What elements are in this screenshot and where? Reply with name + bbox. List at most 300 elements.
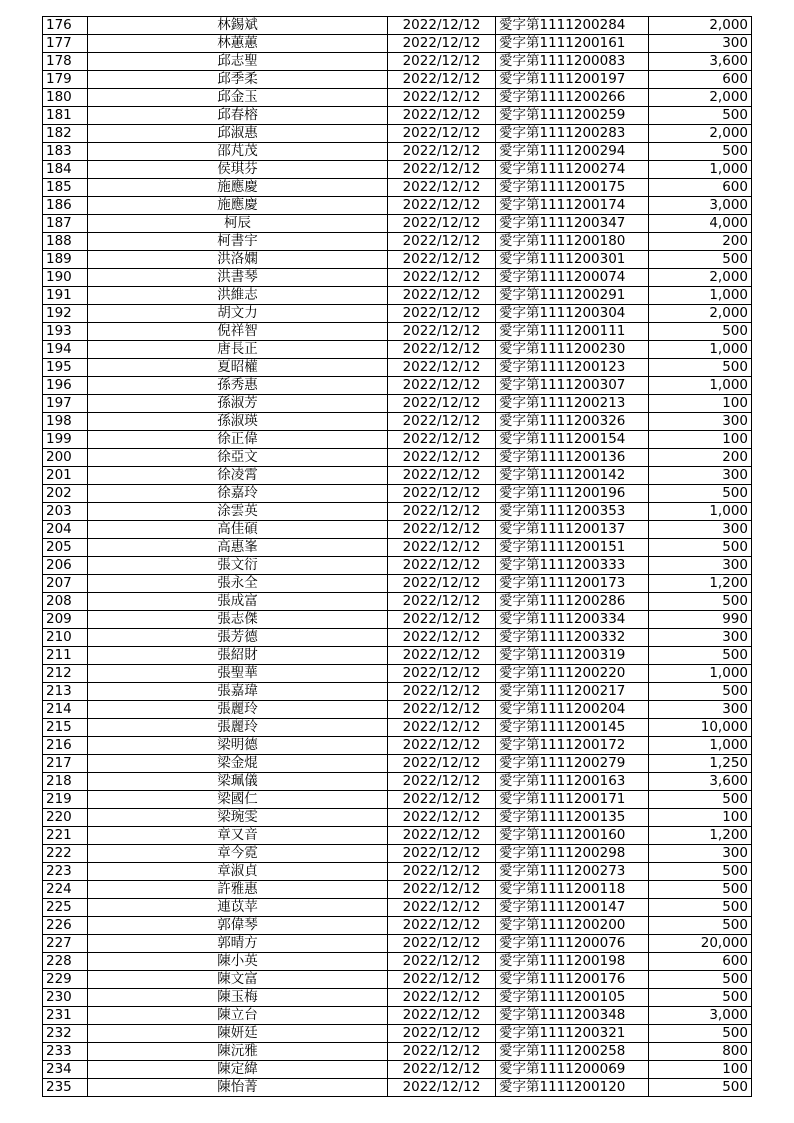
receipt-number-cell: 愛字第1111200083 <box>496 53 649 71</box>
receipt-number-cell: 愛字第1111200304 <box>496 305 649 323</box>
donation-date-cell: 2022/12/12 <box>388 683 496 701</box>
table-row <box>43 827 752 845</box>
row-number-cell: 190 <box>43 269 88 287</box>
table-row <box>43 701 752 719</box>
receipt-number-cell: 愛字第1111200147 <box>496 899 649 917</box>
table-row <box>43 377 752 395</box>
row-number-cell: 224 <box>43 881 88 899</box>
donation-amount-cell: 1,000 <box>649 341 752 359</box>
receipt-number-cell: 愛字第1111200286 <box>496 593 649 611</box>
donation-amount-cell: 500 <box>649 593 752 611</box>
donation-amount-cell: 300 <box>649 701 752 719</box>
row-number-cell: 222 <box>43 845 88 863</box>
donor-name-cell: 邱春榕 <box>88 107 388 125</box>
donation-date-cell: 2022/12/12 <box>388 557 496 575</box>
receipt-number-cell: 愛字第1111200173 <box>496 575 649 593</box>
table-row <box>43 611 752 629</box>
donor-name-cell: 章今霓 <box>88 845 388 863</box>
donation-date-cell: 2022/12/12 <box>388 305 496 323</box>
donation-amount-cell: 1,000 <box>649 665 752 683</box>
donation-table-body <box>43 17 752 1097</box>
table-row <box>43 953 752 971</box>
donor-name-cell: 林錫斌 <box>88 17 388 35</box>
receipt-number-cell: 愛字第1111200307 <box>496 377 649 395</box>
table-row <box>43 791 752 809</box>
donor-name-cell: 張志傑 <box>88 611 388 629</box>
donation-date-cell: 2022/12/12 <box>388 215 496 233</box>
donor-name-cell: 涂雲英 <box>88 503 388 521</box>
donor-name-cell: 張成富 <box>88 593 388 611</box>
row-number-cell: 210 <box>43 629 88 647</box>
donation-amount-cell: 1,000 <box>649 287 752 305</box>
receipt-number-cell: 愛字第1111200230 <box>496 341 649 359</box>
donor-name-cell: 邱金玉 <box>88 89 388 107</box>
row-number-cell: 193 <box>43 323 88 341</box>
row-number-cell: 216 <box>43 737 88 755</box>
receipt-number-cell: 愛字第1111200111 <box>496 323 649 341</box>
table-row <box>43 845 752 863</box>
donor-name-cell: 許雅惠 <box>88 881 388 899</box>
donation-date-cell: 2022/12/12 <box>388 449 496 467</box>
receipt-number-cell: 愛字第1111200291 <box>496 287 649 305</box>
donor-name-cell: 夏昭權 <box>88 359 388 377</box>
donation-amount-cell: 300 <box>649 629 752 647</box>
receipt-number-cell: 愛字第1111200175 <box>496 179 649 197</box>
donation-date-cell: 2022/12/12 <box>388 953 496 971</box>
donation-date-cell: 2022/12/12 <box>388 1079 496 1097</box>
donation-amount-cell: 500 <box>649 683 752 701</box>
row-number-cell: 218 <box>43 773 88 791</box>
row-number-cell: 232 <box>43 1025 88 1043</box>
donation-date-cell: 2022/12/12 <box>388 845 496 863</box>
donor-name-cell: 陳妍廷 <box>88 1025 388 1043</box>
receipt-number-cell: 愛字第1111200298 <box>496 845 649 863</box>
donation-date-cell: 2022/12/12 <box>388 125 496 143</box>
donation-date-cell: 2022/12/12 <box>388 593 496 611</box>
donor-name-cell: 洪洛嫻 <box>88 251 388 269</box>
donation-amount-cell: 2,000 <box>649 269 752 287</box>
receipt-number-cell: 愛字第1111200294 <box>496 143 649 161</box>
donation-date-cell: 2022/12/12 <box>388 629 496 647</box>
donation-amount-cell: 500 <box>649 485 752 503</box>
donor-name-cell: 倪祥智 <box>88 323 388 341</box>
donation-amount-cell: 3,000 <box>649 197 752 215</box>
donor-name-cell: 孫淑芳 <box>88 395 388 413</box>
donor-name-cell: 張聖華 <box>88 665 388 683</box>
donation-amount-cell: 600 <box>649 71 752 89</box>
donation-date-cell: 2022/12/12 <box>388 791 496 809</box>
donation-date-cell: 2022/12/12 <box>388 467 496 485</box>
receipt-number-cell: 愛字第1111200266 <box>496 89 649 107</box>
table-row <box>43 107 752 125</box>
donation-amount-cell: 100 <box>649 395 752 413</box>
donation-date-cell: 2022/12/12 <box>388 17 496 35</box>
donation-amount-cell: 500 <box>649 251 752 269</box>
row-number-cell: 227 <box>43 935 88 953</box>
donation-amount-cell: 500 <box>649 359 752 377</box>
donation-amount-cell: 1,000 <box>649 377 752 395</box>
row-number-cell: 212 <box>43 665 88 683</box>
receipt-number-cell: 愛字第1111200284 <box>496 17 649 35</box>
receipt-number-cell: 愛字第1111200279 <box>496 755 649 773</box>
row-number-cell: 217 <box>43 755 88 773</box>
row-number-cell: 199 <box>43 431 88 449</box>
donor-name-cell: 徐亞文 <box>88 449 388 467</box>
table-row <box>43 305 752 323</box>
donation-date-cell: 2022/12/12 <box>388 719 496 737</box>
receipt-number-cell: 愛字第1111200120 <box>496 1079 649 1097</box>
donation-amount-cell: 2,000 <box>649 89 752 107</box>
table-row <box>43 971 752 989</box>
donation-amount-cell: 2,000 <box>649 305 752 323</box>
donation-amount-cell: 500 <box>649 971 752 989</box>
row-number-cell: 194 <box>43 341 88 359</box>
row-number-cell: 189 <box>43 251 88 269</box>
receipt-number-cell: 愛字第1111200074 <box>496 269 649 287</box>
table-row <box>43 413 752 431</box>
donor-name-cell: 孫淑瑛 <box>88 413 388 431</box>
donor-name-cell: 連苡苹 <box>88 899 388 917</box>
table-row <box>43 1061 752 1079</box>
donor-name-cell: 胡文力 <box>88 305 388 323</box>
donor-name-cell: 洪維志 <box>88 287 388 305</box>
donation-amount-cell: 1,200 <box>649 827 752 845</box>
row-number-cell: 182 <box>43 125 88 143</box>
donation-amount-cell: 500 <box>649 539 752 557</box>
donation-amount-cell: 1,200 <box>649 575 752 593</box>
receipt-number-cell: 愛字第1111200347 <box>496 215 649 233</box>
table-row <box>43 557 752 575</box>
donation-amount-cell: 800 <box>649 1043 752 1061</box>
donation-amount-cell: 600 <box>649 179 752 197</box>
donation-date-cell: 2022/12/12 <box>388 647 496 665</box>
table-row <box>43 737 752 755</box>
donation-amount-cell: 500 <box>649 881 752 899</box>
table-row <box>43 431 752 449</box>
donor-name-cell: 陳立台 <box>88 1007 388 1025</box>
donor-name-cell: 陳玉梅 <box>88 989 388 1007</box>
table-row <box>43 1079 752 1097</box>
donation-amount-cell: 100 <box>649 431 752 449</box>
table-row <box>43 197 752 215</box>
table-row <box>43 665 752 683</box>
row-number-cell: 198 <box>43 413 88 431</box>
receipt-number-cell: 愛字第1111200274 <box>496 161 649 179</box>
table-row <box>43 809 752 827</box>
donor-name-cell: 徐正偉 <box>88 431 388 449</box>
row-number-cell: 179 <box>43 71 88 89</box>
row-number-cell: 208 <box>43 593 88 611</box>
donor-name-cell: 郭偉琴 <box>88 917 388 935</box>
receipt-number-cell: 愛字第1111200321 <box>496 1025 649 1043</box>
receipt-number-cell: 愛字第1111200142 <box>496 467 649 485</box>
receipt-number-cell: 愛字第1111200171 <box>496 791 649 809</box>
donation-date-cell: 2022/12/12 <box>388 485 496 503</box>
row-number-cell: 176 <box>43 17 88 35</box>
table-row <box>43 17 752 35</box>
table-row <box>43 233 752 251</box>
donation-date-cell: 2022/12/12 <box>388 161 496 179</box>
donation-date-cell: 2022/12/12 <box>388 935 496 953</box>
row-number-cell: 201 <box>43 467 88 485</box>
row-number-cell: 191 <box>43 287 88 305</box>
donor-name-cell: 唐長正 <box>88 341 388 359</box>
donation-date-cell: 2022/12/12 <box>388 863 496 881</box>
donation-amount-cell: 20,000 <box>649 935 752 953</box>
receipt-number-cell: 愛字第1111200076 <box>496 935 649 953</box>
table-row <box>43 143 752 161</box>
table-row <box>43 575 752 593</box>
donation-amount-cell: 300 <box>649 557 752 575</box>
donation-date-cell: 2022/12/12 <box>388 395 496 413</box>
donation-date-cell: 2022/12/12 <box>388 341 496 359</box>
row-number-cell: 183 <box>43 143 88 161</box>
table-row <box>43 359 752 377</box>
donation-date-cell: 2022/12/12 <box>388 701 496 719</box>
donor-name-cell: 柯書宇 <box>88 233 388 251</box>
table-row <box>43 449 752 467</box>
table-row <box>43 35 752 53</box>
receipt-number-cell: 愛字第1111200198 <box>496 953 649 971</box>
receipt-number-cell: 愛字第1111200172 <box>496 737 649 755</box>
donation-amount-cell: 200 <box>649 233 752 251</box>
receipt-number-cell: 愛字第1111200348 <box>496 1007 649 1025</box>
table-row <box>43 503 752 521</box>
donor-name-cell: 洪書琴 <box>88 269 388 287</box>
row-number-cell: 225 <box>43 899 88 917</box>
donation-amount-cell: 500 <box>649 917 752 935</box>
row-number-cell: 223 <box>43 863 88 881</box>
row-number-cell: 186 <box>43 197 88 215</box>
receipt-number-cell: 愛字第1111200273 <box>496 863 649 881</box>
receipt-number-cell: 愛字第1111200161 <box>496 35 649 53</box>
receipt-number-cell: 愛字第1111200069 <box>496 1061 649 1079</box>
donor-name-cell: 張永全 <box>88 575 388 593</box>
donation-date-cell: 2022/12/12 <box>388 197 496 215</box>
table-row <box>43 161 752 179</box>
row-number-cell: 234 <box>43 1061 88 1079</box>
table-row <box>43 341 752 359</box>
donation-date-cell: 2022/12/12 <box>388 737 496 755</box>
donation-date-cell: 2022/12/12 <box>388 359 496 377</box>
row-number-cell: 178 <box>43 53 88 71</box>
donation-date-cell: 2022/12/12 <box>388 665 496 683</box>
donor-name-cell: 高佳碩 <box>88 521 388 539</box>
donation-date-cell: 2022/12/12 <box>388 611 496 629</box>
donation-amount-cell: 2,000 <box>649 17 752 35</box>
receipt-number-cell: 愛字第1111200217 <box>496 683 649 701</box>
row-number-cell: 184 <box>43 161 88 179</box>
donation-amount-cell: 300 <box>649 521 752 539</box>
table-row <box>43 989 752 1007</box>
donation-amount-cell: 500 <box>649 1025 752 1043</box>
table-row <box>43 251 752 269</box>
donor-name-cell: 施應慶 <box>88 179 388 197</box>
donor-name-cell: 梁明德 <box>88 737 388 755</box>
row-number-cell: 185 <box>43 179 88 197</box>
donation-date-cell: 2022/12/12 <box>388 539 496 557</box>
receipt-number-cell: 愛字第1111200174 <box>496 197 649 215</box>
donation-amount-cell: 500 <box>649 791 752 809</box>
row-number-cell: 206 <box>43 557 88 575</box>
row-number-cell: 219 <box>43 791 88 809</box>
table-row <box>43 899 752 917</box>
donation-table <box>42 16 752 1097</box>
donation-amount-cell: 500 <box>649 863 752 881</box>
donor-name-cell: 梁國仁 <box>88 791 388 809</box>
table-row <box>43 683 752 701</box>
donation-date-cell: 2022/12/12 <box>388 1007 496 1025</box>
donor-name-cell: 徐嘉玲 <box>88 485 388 503</box>
receipt-number-cell: 愛字第1111200151 <box>496 539 649 557</box>
donation-amount-cell: 4,000 <box>649 215 752 233</box>
row-number-cell: 187 <box>43 215 88 233</box>
table-row <box>43 629 752 647</box>
receipt-number-cell: 愛字第1111200200 <box>496 917 649 935</box>
receipt-number-cell: 愛字第1111200333 <box>496 557 649 575</box>
donation-date-cell: 2022/12/12 <box>388 233 496 251</box>
receipt-number-cell: 愛字第1111200137 <box>496 521 649 539</box>
donor-name-cell: 張芳德 <box>88 629 388 647</box>
donor-name-cell: 梁珮儀 <box>88 773 388 791</box>
donor-name-cell: 張紹財 <box>88 647 388 665</box>
table-row <box>43 863 752 881</box>
receipt-number-cell: 愛字第1111200135 <box>496 809 649 827</box>
donation-amount-cell: 300 <box>649 467 752 485</box>
donation-amount-cell: 990 <box>649 611 752 629</box>
row-number-cell: 231 <box>43 1007 88 1025</box>
donation-date-cell: 2022/12/12 <box>388 1025 496 1043</box>
donation-amount-cell: 100 <box>649 809 752 827</box>
donation-amount-cell: 300 <box>649 413 752 431</box>
donation-date-cell: 2022/12/12 <box>388 899 496 917</box>
donation-date-cell: 2022/12/12 <box>388 521 496 539</box>
table-row <box>43 179 752 197</box>
donor-name-cell: 陳定緯 <box>88 1061 388 1079</box>
donor-name-cell: 章淑貞 <box>88 863 388 881</box>
donation-date-cell: 2022/12/12 <box>388 287 496 305</box>
table-row <box>43 287 752 305</box>
donor-name-cell: 邵芃茂 <box>88 143 388 161</box>
row-number-cell: 197 <box>43 395 88 413</box>
donor-name-cell: 陳怡菁 <box>88 1079 388 1097</box>
row-number-cell: 230 <box>43 989 88 1007</box>
donation-date-cell: 2022/12/12 <box>388 71 496 89</box>
donation-amount-cell: 1,000 <box>649 161 752 179</box>
receipt-number-cell: 愛字第1111200118 <box>496 881 649 899</box>
donation-date-cell: 2022/12/12 <box>388 989 496 1007</box>
donor-name-cell: 柯辰 <box>88 215 388 233</box>
donation-date-cell: 2022/12/12 <box>388 89 496 107</box>
donation-amount-cell: 1,000 <box>649 503 752 521</box>
row-number-cell: 205 <box>43 539 88 557</box>
receipt-number-cell: 愛字第1111200204 <box>496 701 649 719</box>
donation-date-cell: 2022/12/12 <box>388 413 496 431</box>
donation-date-cell: 2022/12/12 <box>388 143 496 161</box>
receipt-number-cell: 愛字第1111200319 <box>496 647 649 665</box>
donation-amount-cell: 500 <box>649 899 752 917</box>
table-row <box>43 323 752 341</box>
row-number-cell: 213 <box>43 683 88 701</box>
receipt-number-cell: 愛字第1111200176 <box>496 971 649 989</box>
row-number-cell: 215 <box>43 719 88 737</box>
donor-name-cell: 梁琬雯 <box>88 809 388 827</box>
donation-date-cell: 2022/12/12 <box>388 107 496 125</box>
donation-date-cell: 2022/12/12 <box>388 971 496 989</box>
table-row <box>43 521 752 539</box>
table-row <box>43 125 752 143</box>
donor-name-cell: 張文衍 <box>88 557 388 575</box>
receipt-number-cell: 愛字第1111200283 <box>496 125 649 143</box>
receipt-number-cell: 愛字第1111200259 <box>496 107 649 125</box>
row-number-cell: 192 <box>43 305 88 323</box>
row-number-cell: 235 <box>43 1079 88 1097</box>
donor-name-cell: 高惠峯 <box>88 539 388 557</box>
table-row <box>43 1007 752 1025</box>
donor-name-cell: 陳文富 <box>88 971 388 989</box>
donation-amount-cell: 3,600 <box>649 773 752 791</box>
donation-amount-cell: 500 <box>649 323 752 341</box>
donation-amount-cell: 500 <box>649 107 752 125</box>
receipt-number-cell: 愛字第1111200334 <box>496 611 649 629</box>
table-row <box>43 215 752 233</box>
row-number-cell: 196 <box>43 377 88 395</box>
donor-name-cell: 章又音 <box>88 827 388 845</box>
donation-amount-cell: 3,600 <box>649 53 752 71</box>
table-row <box>43 935 752 953</box>
donor-name-cell: 邱志聖 <box>88 53 388 71</box>
donor-name-cell: 侯琪芬 <box>88 161 388 179</box>
table-row <box>43 269 752 287</box>
row-number-cell: 207 <box>43 575 88 593</box>
donation-date-cell: 2022/12/12 <box>388 269 496 287</box>
table-row <box>43 539 752 557</box>
donation-amount-cell: 10,000 <box>649 719 752 737</box>
donation-date-cell: 2022/12/12 <box>388 53 496 71</box>
donor-name-cell: 林蕙蕙 <box>88 35 388 53</box>
donor-name-cell: 孫秀惠 <box>88 377 388 395</box>
table-row <box>43 881 752 899</box>
donation-date-cell: 2022/12/12 <box>388 1061 496 1079</box>
donor-name-cell: 郭晴方 <box>88 935 388 953</box>
donation-amount-cell: 300 <box>649 845 752 863</box>
donation-date-cell: 2022/12/12 <box>388 809 496 827</box>
donation-date-cell: 2022/12/12 <box>388 575 496 593</box>
table-row <box>43 593 752 611</box>
table-row <box>43 53 752 71</box>
table-row <box>43 467 752 485</box>
donation-date-cell: 2022/12/12 <box>388 503 496 521</box>
receipt-number-cell: 愛字第1111200163 <box>496 773 649 791</box>
row-number-cell: 202 <box>43 485 88 503</box>
donation-amount-cell: 500 <box>649 989 752 1007</box>
table-row <box>43 71 752 89</box>
row-number-cell: 177 <box>43 35 88 53</box>
donation-date-cell: 2022/12/12 <box>388 179 496 197</box>
donor-name-cell: 陳沅雅 <box>88 1043 388 1061</box>
donation-amount-cell: 100 <box>649 1061 752 1079</box>
donation-date-cell: 2022/12/12 <box>388 377 496 395</box>
receipt-number-cell: 愛字第1111200196 <box>496 485 649 503</box>
receipt-number-cell: 愛字第1111200154 <box>496 431 649 449</box>
row-number-cell: 220 <box>43 809 88 827</box>
row-number-cell: 188 <box>43 233 88 251</box>
table-row <box>43 917 752 935</box>
receipt-number-cell: 愛字第1111200123 <box>496 359 649 377</box>
row-number-cell: 181 <box>43 107 88 125</box>
donation-amount-cell: 300 <box>649 35 752 53</box>
donor-name-cell: 張麗玲 <box>88 701 388 719</box>
